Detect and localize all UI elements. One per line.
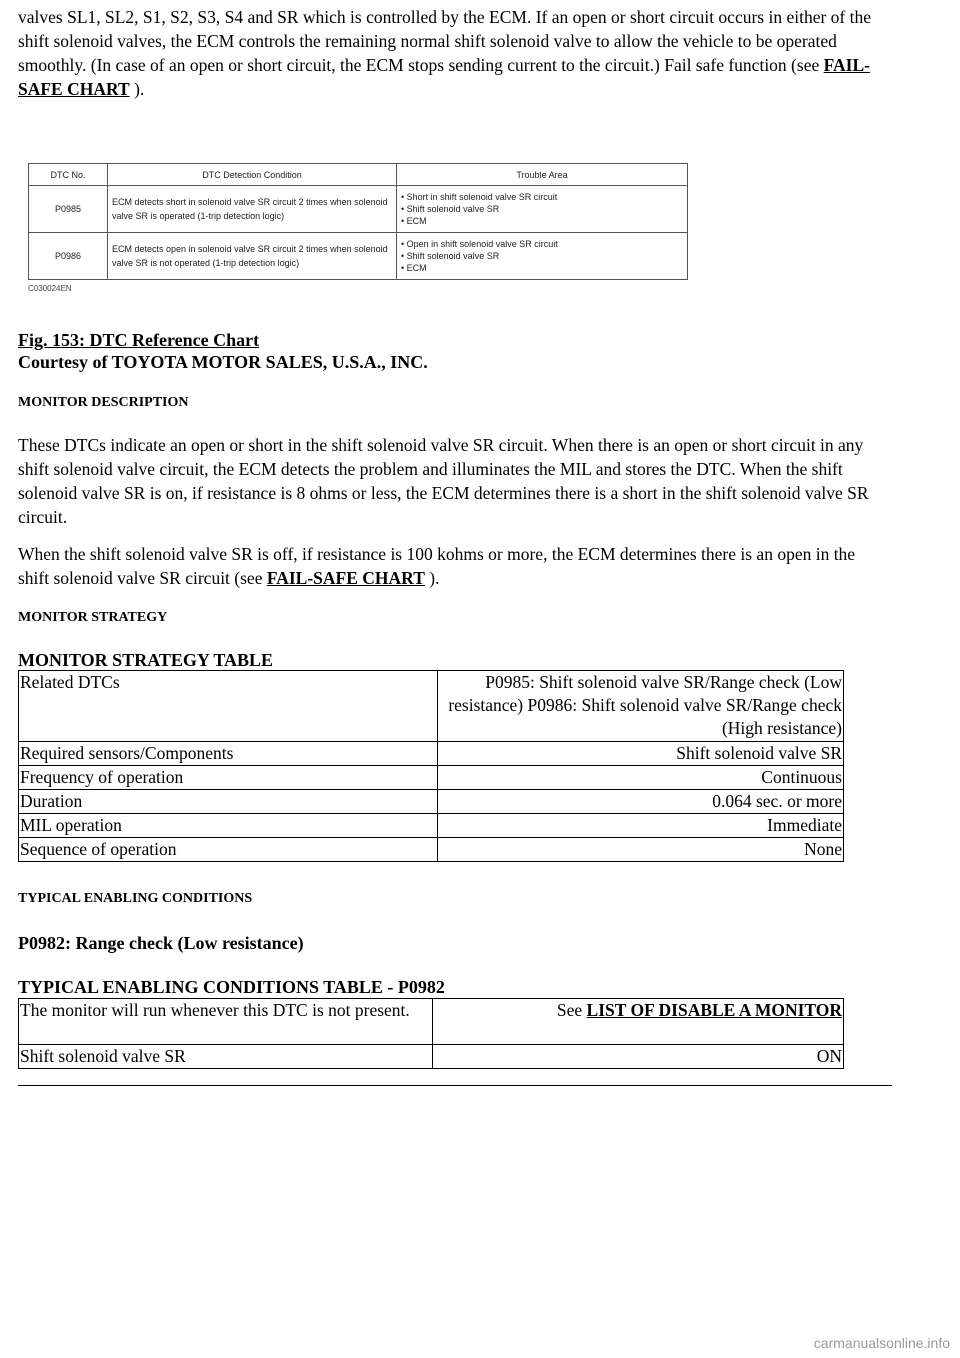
strategy-value: None <box>438 838 844 862</box>
watermark: carmanualsonline.info <box>813 1335 950 1351</box>
figure-header-condition: DTC Detection Condition <box>108 164 397 186</box>
figure-header-dtc: DTC No. <box>29 164 108 186</box>
figure-condition-cell: ECM detects open in solenoid valve SR circuit 2 times when solenoid valve SR is not operated (1-trip detection logic) <box>108 233 397 280</box>
figure-area-item: • ECM <box>401 216 427 226</box>
monitor-strategy-table <box>18 670 844 862</box>
strategy-row <box>19 814 844 838</box>
monitor-description-paragraph-2 <box>18 542 878 590</box>
figure-row <box>29 186 688 233</box>
enabling-conditions-heading: TYPICAL ENABLING CONDITIONS <box>18 891 253 906</box>
figure-dtc-cell: P0986 <box>29 233 108 280</box>
fail-safe-chart-link-2[interactable]: FAIL-SAFE CHART <box>266 568 425 588</box>
disable-monitor-list-link[interactable]: LIST OF DISABLE A MONITOR <box>586 1000 842 1020</box>
figure-caption: Fig. 153: DTC Reference Chart <box>18 330 260 350</box>
enabling-conditions-table <box>18 998 844 1069</box>
enabling-row <box>19 999 844 1045</box>
figure-row <box>29 233 688 280</box>
enabling-subheading: P0982: Range check (Low resistance) <box>18 933 304 953</box>
enabling-label: The monitor will run whenever this DTC is not present. <box>19 999 433 1045</box>
strategy-row <box>19 671 844 742</box>
figure-condition-cell: ECM detects short in solenoid valve SR circuit 2 times when solenoid valve SR is operated (1-trip detection logic) <box>108 186 397 233</box>
strategy-row <box>19 838 844 862</box>
enabling-see-text: See <box>556 1000 587 1020</box>
dtc-reference-table <box>28 163 688 280</box>
strategy-label: Duration <box>19 790 438 814</box>
strategy-value: Shift solenoid valve SR <box>438 742 844 766</box>
paragraph-2-text: When the shift solenoid valve SR is off, if resistance is 100 kohms or more, the ECM determines there is an open in the shift solenoid valve SR circuit (see <box>18 544 856 588</box>
enabling-value <box>433 999 844 1045</box>
figure-area-cell <box>397 186 688 233</box>
figure-area-item: • Short in shift solenoid valve SR circuit <box>401 192 558 202</box>
enabling-table-title: TYPICAL ENABLING CONDITIONS TABLE - P0982 <box>18 977 445 997</box>
intro-text: valves SL1, SL2, S1, S2, S3, S4 and SR which is controlled by the ECM. If an open or short circuit occurs in either of the shift solenoid valves, the ECM controls the remaining normal shift solenoid valve to allow the vehicle to be operated smoothly. (In case of an open or short circuit, the ECM stops sending current to the circuit.) Fail safe function (see <box>18 7 872 75</box>
enabling-row <box>19 1045 844 1069</box>
dtc-reference-figure <box>28 163 688 293</box>
bottom-divider <box>18 1085 892 1086</box>
figure-header-area: Trouble Area <box>397 164 688 186</box>
strategy-value: 0.064 sec. or more <box>438 790 844 814</box>
intro-paragraph <box>18 5 878 101</box>
enabling-value: ON <box>433 1045 844 1069</box>
fail-safe-chart-link[interactable]: FAIL-SAFE CHART <box>18 55 870 99</box>
strategy-row <box>19 766 844 790</box>
strategy-value: P0985: Shift solenoid valve SR/Range check (Low resistance) P0986: Shift solenoid valve SR/Range check (High resistance) <box>438 671 844 742</box>
strategy-label: Sequence of operation <box>19 838 438 862</box>
monitor-description-paragraph-1: These DTCs indicate an open or short in the shift solenoid valve SR circuit. When there is an open or short circuit in any shift solenoid valve circuit, the ECM detects the problem and illuminates the MIL and stores the DTC. When the shift solenoid valve SR is on, if resistance is 8 ohms or less, the ECM determines there is a short in the shift solenoid valve SR circuit. <box>18 435 869 527</box>
strategy-row <box>19 790 844 814</box>
intro-tail: ). <box>129 79 145 99</box>
figure-code: C030024EN <box>28 284 72 293</box>
figure-header-row <box>29 164 688 186</box>
figure-area-item: • Shift solenoid valve SR <box>401 251 500 261</box>
figure-courtesy: Courtesy of TOYOTA MOTOR SALES, U.S.A., INC. <box>18 352 428 372</box>
strategy-value: Continuous <box>438 766 844 790</box>
monitor-strategy-heading: MONITOR STRATEGY <box>18 610 168 625</box>
strategy-label: Frequency of operation <box>19 766 438 790</box>
paragraph-2-tail: ). <box>424 568 440 588</box>
figure-area-item: • Shift solenoid valve SR <box>401 204 500 214</box>
strategy-value: Immediate <box>438 814 844 838</box>
enabling-label: Shift solenoid valve SR <box>19 1045 433 1069</box>
figure-area-cell <box>397 233 688 280</box>
figure-area-item: • ECM <box>401 263 427 273</box>
monitor-strategy-table-title: MONITOR STRATEGY TABLE <box>18 650 274 670</box>
strategy-row <box>19 742 844 766</box>
monitor-description-heading: MONITOR DESCRIPTION <box>18 395 189 410</box>
strategy-label: Related DTCs <box>19 671 438 742</box>
figure-area-item: • Open in shift solenoid valve SR circuit <box>401 239 558 249</box>
figure-dtc-cell: P0985 <box>29 186 108 233</box>
strategy-label: Required sensors/Components <box>19 742 438 766</box>
strategy-label: MIL operation <box>19 814 438 838</box>
